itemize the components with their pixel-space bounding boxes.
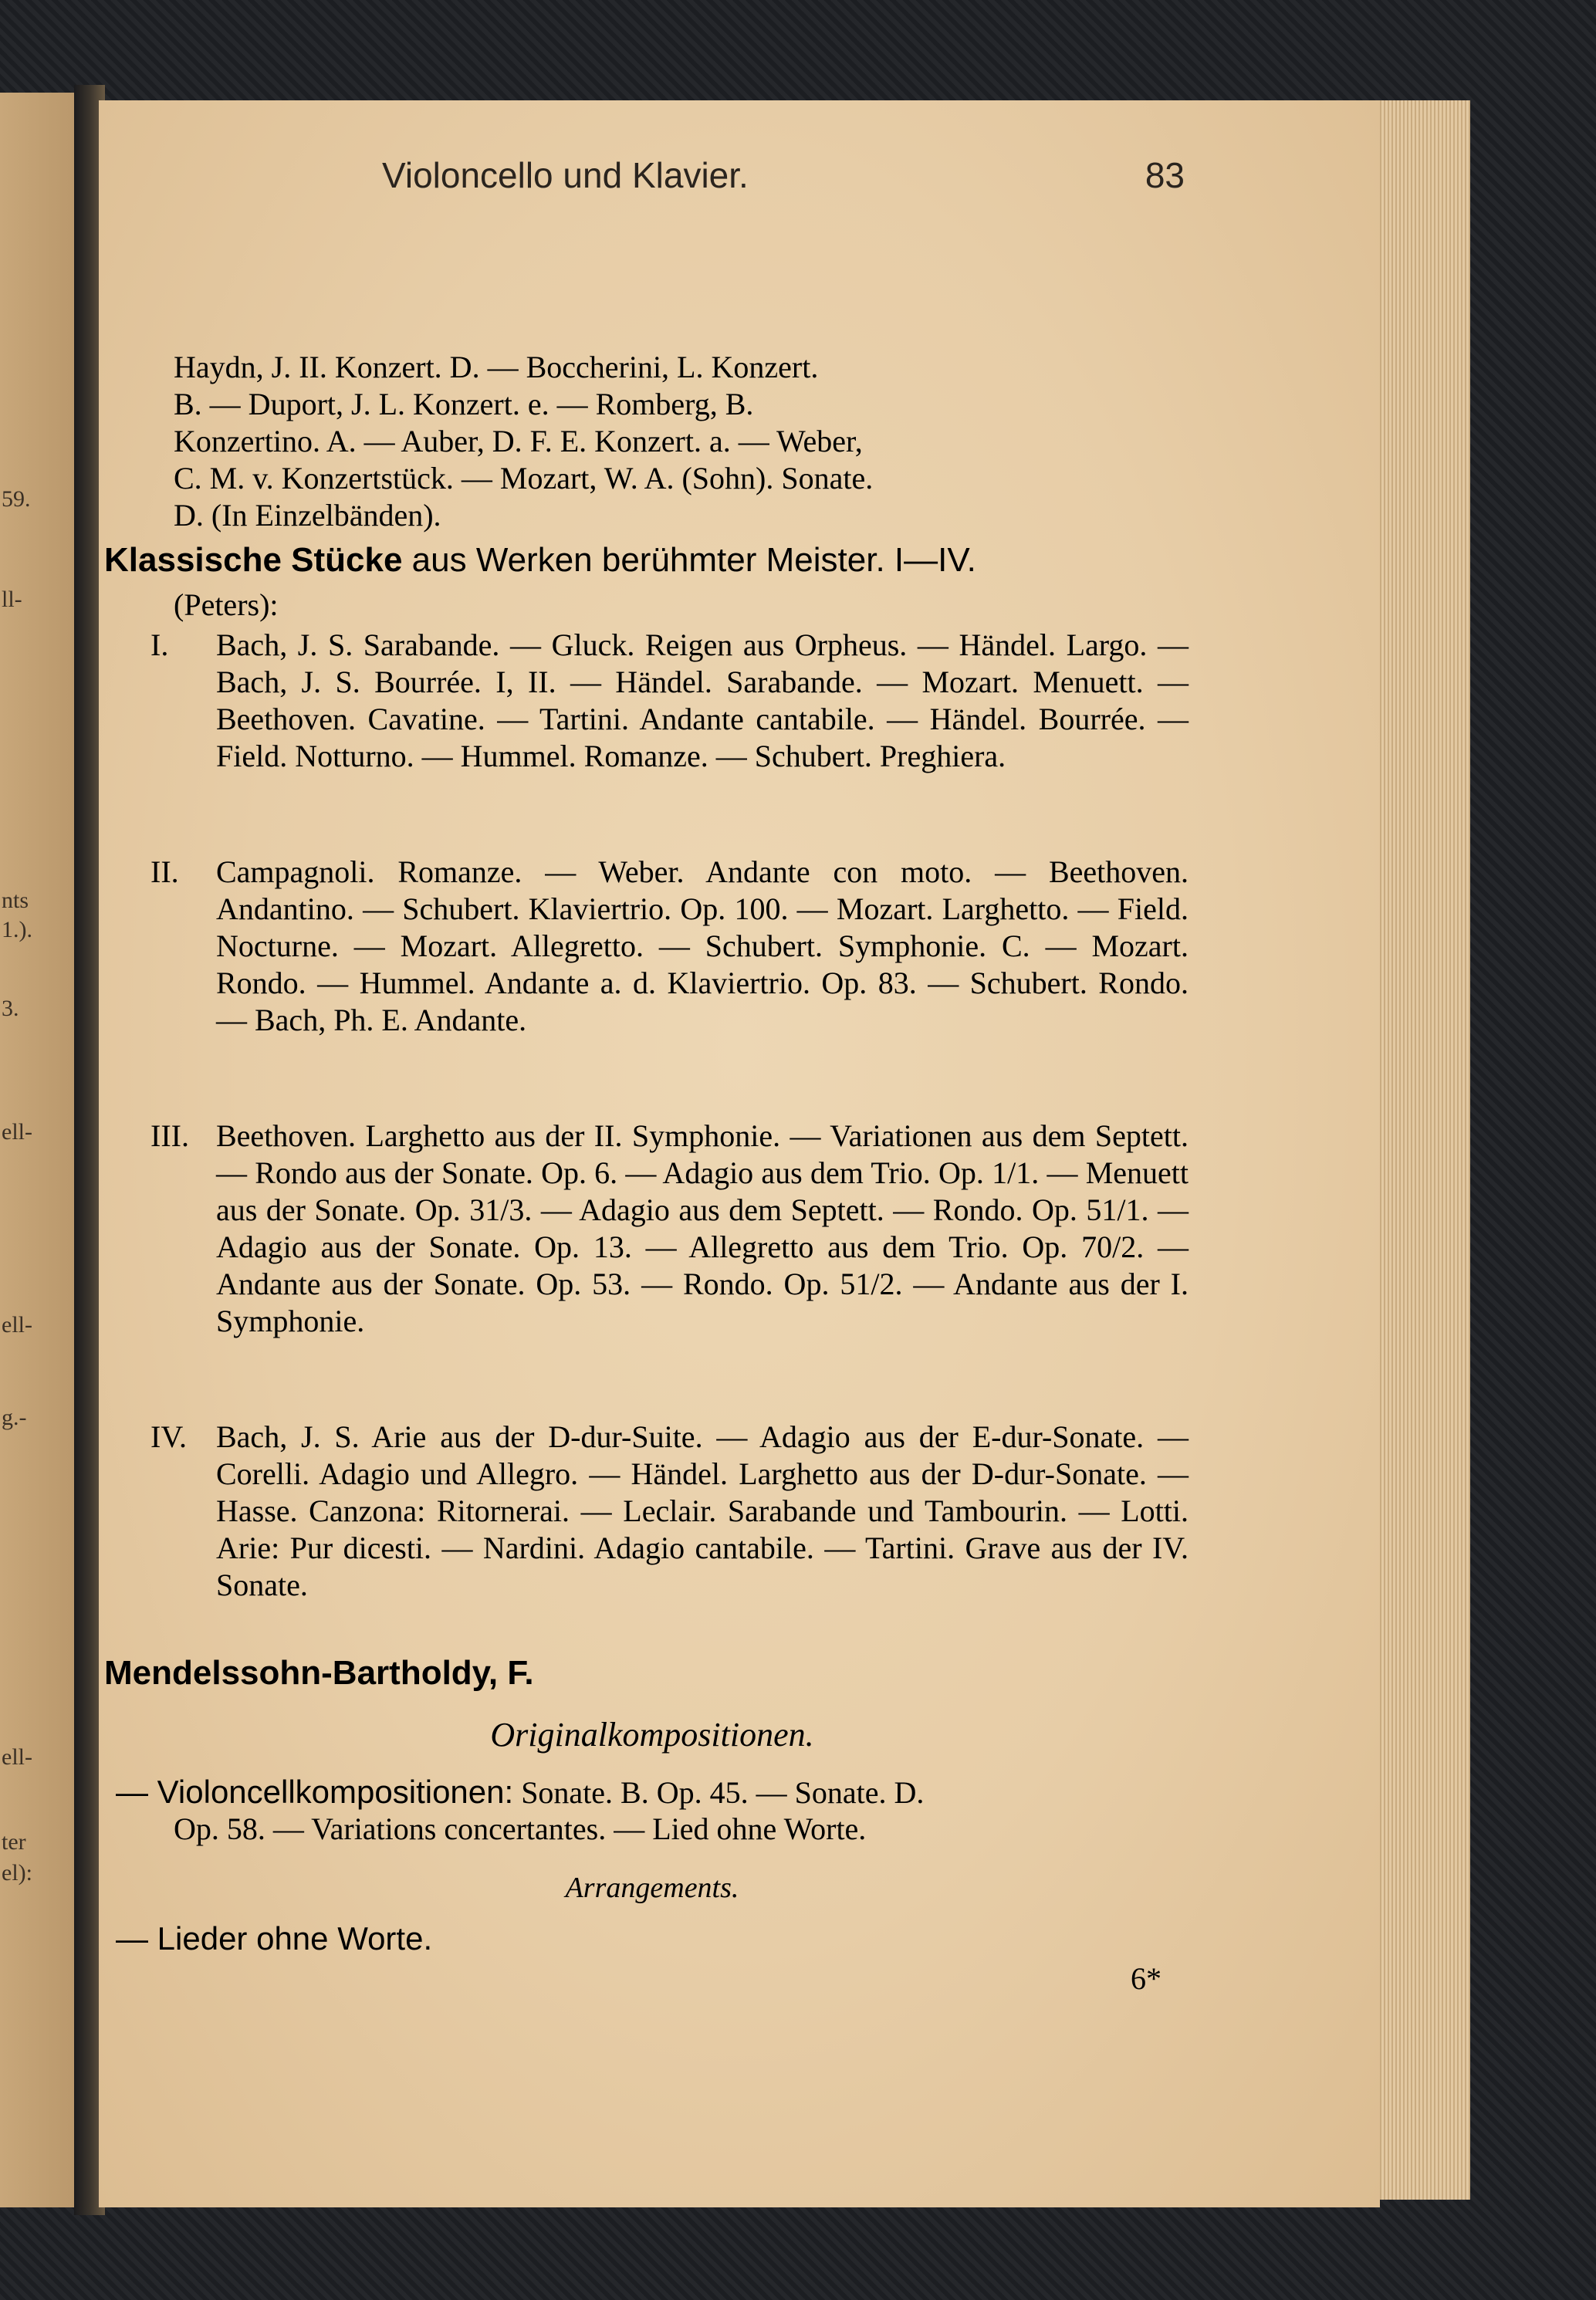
section-body: Campagnoli. Romanze. — Weber. Andante con moto. — Beethoven. Andantino. — Schubert. Klaviertrio. Op. 100. — Mozart. Larghetto. — Field. Nocturne. — Mozart. Allegretto. — Schubert. Symphonie. C. — Mozart. Rondo. — Hummel. Andante a. d. Klaviertrio. Op. 83. — Schubert. Rondo. — Bach, Ph. E. Andante.	[216, 854, 1189, 1037]
facing-page-fragment: 3.	[2, 996, 19, 1021]
section-body: Bach, J. S. Sarabande. — Gluck. Reigen aus Orpheus. — Händel. Largo. — Bach, J. S. Bourrée. I, II. — Händel. Sarabande. — Mozart. Menuett. — Beethoven. Cavatine. — Tartini. Andante cantabile. — Händel. Bourrée. — Field. Notturno. — Hummel. Romanze. — Schubert. Preghiera.	[216, 627, 1189, 773]
arrangement-entry	[116, 1920, 1212, 1958]
section-numeral: III.	[150, 1118, 189, 1153]
intro-paragraph	[174, 349, 1185, 534]
klassische-subtitle: aus Werken berühmter Meister. I—IV.	[402, 541, 976, 579]
publisher-label: (Peters):	[174, 587, 279, 622]
facing-page-fragment: ell-	[2, 1119, 32, 1145]
text-line: Konzertino. A. — Auber, D. F. E. Konzert. a. — Weber,	[174, 424, 863, 458]
facing-page-fragment: g.-	[2, 1405, 27, 1430]
text-line: D. (In Einzelbänden).	[174, 498, 441, 533]
original-entry	[116, 1774, 1212, 1811]
section-body: Beethoven. Larghetto aus der II. Symphonie. — Variationen aus dem Septett. — Rondo aus der Sonate. Op. 6. — Adagio aus dem Trio. Op. 1/1. — Menuett aus der Sonate. Op. 31/3. — Adagio aus dem Septett. — Rondo. Op. 51/1. — Adagio aus der Sonate. Op. 13. — Allegretto aus dem Trio. Op. 70/2. — Andante aus der Sonate. Op. 53. — Rondo. Op. 51/2. — Andante aus der I. Symphonie.	[216, 1118, 1189, 1338]
signature-mark: 6*	[1131, 1961, 1161, 1996]
section-numeral: IV.	[150, 1419, 188, 1454]
arrangements-heading: Arrangements.	[565, 1872, 739, 1904]
text-line: C. M. v. Konzertstück. — Mozart, W. A. (Sohn). Sonate.	[174, 461, 874, 496]
section-numeral: I.	[150, 627, 169, 662]
arrangement-entry-text: — Lieder ohne Worte.	[116, 1920, 433, 1957]
running-header	[382, 154, 1185, 201]
klassische-heading	[104, 540, 1200, 580]
facing-page	[0, 93, 85, 2207]
text-line: B. — Duport, J. L. Konzert. e. — Romberg, B.	[174, 387, 754, 421]
facing-page-fragment: el):	[2, 1860, 32, 1886]
section-numeral: II.	[150, 854, 179, 889]
facing-page-fragment: nts	[2, 888, 29, 913]
facing-page-fragment: 1.).	[2, 917, 32, 942]
facing-page-fragment: ll-	[2, 587, 22, 612]
section-body: Bach, J. S. Arie aus der D-dur-Suite. — Adagio aus der E-dur-Sonate. — Corelli. Adagio und Allegro. — Händel. Larghetto aus der D-dur-Sonate. — Hasse. Canzona: Ritornerai. — Leclair. Sarabande und Tambourin. — Lotti. Arie: Pur dicesti. — Nardini. Adagio cantabile. — Tartini. Grave aus der IV. Sonate.	[216, 1419, 1189, 1602]
page-number: 83	[1145, 155, 1185, 195]
facing-page-fragment: ter	[2, 1829, 26, 1855]
composer-heading	[104, 1653, 1200, 1693]
facing-page-fragment: 59.	[2, 486, 31, 512]
original-entry-title: — Violoncellkompositionen:	[116, 1774, 514, 1810]
original-entry-rest: Sonate. B. Op. 45. — Sonate. D.	[521, 1775, 925, 1810]
facing-page-fragment: ell-	[2, 1744, 32, 1770]
composer-name: Mendelssohn-Bartholdy, F.	[104, 1654, 534, 1692]
publisher-note	[174, 587, 1185, 624]
originals-heading: Originalkompositionen.	[490, 1716, 814, 1754]
klassische-title: Klassische Stücke	[104, 541, 403, 579]
text-line: Haydn, J. II. Konzert. D. — Boccherini, L. Konzert.	[174, 350, 819, 384]
facing-page-fragment: ell-	[2, 1312, 32, 1338]
page-title: Violoncello und Klavier.	[382, 155, 749, 195]
original-entry-continuation: Op. 58. — Variations concertantes. — Lied ohne Worte.	[174, 1811, 867, 1846]
